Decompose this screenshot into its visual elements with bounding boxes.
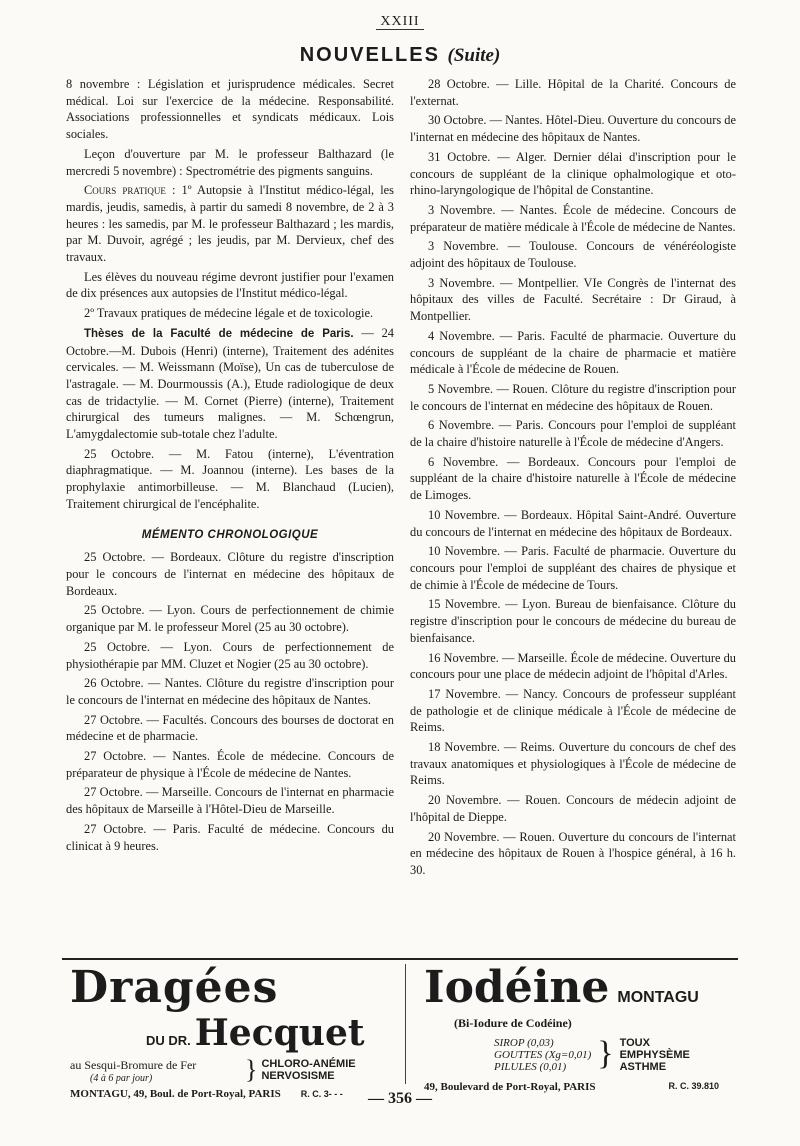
- ad-address: MONTAGU, 49, Boul. de Port-Royal, PARIS R. C. 3- - -: [70, 1088, 343, 1100]
- paragraph: Les élèves du nouveau régime devront justifier pour l'examen de dix présences aux autopsies de l'Institut médico-légal.: [66, 269, 394, 301]
- ad-brand-iodeine: Iodéine: [424, 962, 610, 1013]
- top-page-number: XXIII: [0, 14, 800, 30]
- ad-divider: [62, 958, 738, 960]
- ad-indication: CHLORO-ANÉMIE: [261, 1058, 356, 1070]
- ad-separator: [405, 964, 406, 1084]
- memento-item: 25 Octobre. — Lyon. Cours de perfectionnement de chimie organique par M. le professeur Morel (25 au 30 octobre).: [66, 603, 394, 635]
- memento-item: 4 Novembre. — Paris. Faculté de pharmacie. Ouverture du concours de suppléant de la chaire de pharmacie et matière médicale à l'École de médecine de Rouen.: [410, 328, 736, 377]
- cours-pratique-label: Cours pratique: [84, 183, 166, 198]
- memento-item: 6 Novembre. — Bordeaux. Concours pour l'emploi de suppléant de la chaire d'histoire naturelle à l'École de médecine de Limoges.: [410, 454, 736, 503]
- ad-name-line: [70, 1012, 390, 1054]
- ad-subtitle: (Bi-Iodure de Codéine): [454, 1016, 572, 1030]
- memento-item: 16 Novembre. — Marseille. École de médecine. Ouverture du concours pour une place de médecin adjoint de l'hôpital d'Arles.: [410, 650, 736, 682]
- ad-form: PILULES (0,01): [494, 1061, 567, 1073]
- paragraph: 25 Octobre. — M. Fatou (interne), L'éventration diaphragmatique. — M. Joannou (interne). Les bases de la prophylaxie antimorbilleuse. — M. Blanchaud (Lucien), Traitement chirurgical de l'encéphalite.: [66, 446, 394, 511]
- ad-indication: NERVOSISME: [261, 1070, 335, 1082]
- ad-brand-hecquet: Hecquet: [194, 1012, 365, 1054]
- memento-item: 27 Octobre. — Marseille. Concours de l'internat en pharmacie des hôpitaux de Marseille à l'Hôtel-Dieu de Marseille.: [66, 785, 394, 817]
- memento-item: 10 Novembre. — Paris. Faculté de pharmacie. Ouverture du concours pour l'emploi de suppléant des chaires de physique et de chimie à l'École de médecine de Tours.: [410, 544, 736, 592]
- memento-item: 26 Octobre. — Nantes. Clôture du registre d'inscription pour le concours de l'internat en médecine des hôpitaux de Nantes.: [66, 676, 394, 707]
- ad-rc: R. C. 3- - -: [300, 1089, 343, 1099]
- ad-indication: EMPHYSÈME: [619, 1049, 690, 1061]
- memento-item: 28 Octobre. — Lille. Hôpital de la Charité. Concours de l'externat.: [410, 77, 736, 108]
- ad-dose: (4 à 6 par jour): [90, 1073, 153, 1084]
- memento-item: 27 Octobre. — Paris. Faculté de médecine. Concours du clinicat à 9 heures.: [66, 821, 394, 853]
- theses-paragraph: Thèses de la Faculté de médecine de Paris. — 24 Octobre.—M. Dubois (Henri) (interne), Traitement des adénites cervicales. — M. Weissmann (Moïse), Un cas de tuberculose de l'astragale. — M. Dourmoussis (A.), Etude radiologique de deux cas de tridactylie. — M. Cornet (Pierre) (interne), Traitement chirurgical des tumeurs malignes. — M. Schœngrun, L'amygdalectomie sub-totale chez l'adulte.: [66, 325, 394, 442]
- paragraph: Leçon d'ouverture par M. le professeur Balthazard (le mercredi 5 novembre) : Spectrométrie des pigments sanguins.: [66, 146, 394, 178]
- ad-maker: MONTAGU: [617, 989, 699, 1006]
- ad-sesqui-text: au Sesqui-Bromure de Fer: [70, 1058, 197, 1072]
- page-title: [0, 44, 800, 67]
- ad-forms: SIROP (0,03) GOUTTES (Xg=0,01) PILULES (0,01) } TOUX EMPHYSÈME ASTHME: [494, 1035, 690, 1073]
- memento-item: 27 Octobre. — Facultés. Concours des bourses de doctorat en médecine et de pharmacie.: [66, 712, 394, 744]
- memento-item: 17 Novembre. — Nancy. Concours de professeur suppléant de pathologie et de clinique médicale à l'École de médecine de Reims.: [410, 686, 736, 735]
- memento-heading: MÉMENTO CHRONOLOGIQUE: [141, 528, 319, 541]
- ad-dragees-hecquet: [70, 964, 390, 1100]
- theses-title: Thèses de la Faculté de médecine de Paris.: [84, 327, 354, 340]
- ad-form: SIROP (0,03): [494, 1037, 554, 1049]
- memento-item: 6 Novembre. — Paris. Concours pour l'emploi de suppléant de la chaire d'histoire naturelle à l'École de médecine d'Angers.: [410, 418, 736, 450]
- title-nouvelles: NOUVELLES: [299, 44, 440, 66]
- ad-rc: R. C. 39.810: [668, 1081, 719, 1091]
- memento-item: 10 Novembre. — Bordeaux. Hôpital Saint-André. Ouverture du concours de l'internat en médecine des hôpitaux de Bordeaux.: [410, 507, 736, 539]
- memento-item: 30 Octobre. — Nantes. Hôtel-Dieu. Ouverture du concours de l'internat en médecine des hôpitaux de Nantes.: [410, 113, 736, 145]
- ad-brand-dragees: Dragées: [70, 962, 279, 1013]
- memento-item: 25 Octobre. — Bordeaux. Clôture du registre d'inscription pour le concours de l'internat en médecine des hôpitaux de Bordeaux.: [66, 550, 394, 598]
- paragraph: 8 novembre : Législation et jurisprudence médicales. Secret médical. Loi sur l'exercice de la médecine. Responsabilité. Associations professionnelles et syndicats médicaux. Lois sociales.: [66, 77, 394, 142]
- paragraph: 2º Travaux pratiques de médecine légale et de toxicologie.: [84, 306, 374, 321]
- page-number: — 356 —: [368, 1090, 432, 1107]
- ad-indication: ASTHME: [619, 1061, 667, 1073]
- title-suite: (Suite): [447, 45, 501, 66]
- ad-indication: TOUX: [619, 1037, 650, 1049]
- left-column: [66, 76, 394, 857]
- memento-item: 15 Novembre. — Lyon. Bureau de bienfaisance. Clôture du registre d'inscription pour le concours de médecine du bureau de bienfaisance.: [410, 597, 736, 645]
- ad-form: GOUTTES (Xg=0,01): [494, 1049, 592, 1061]
- ad-iodeine: [424, 964, 744, 1093]
- memento-item: 25 Octobre. — Lyon. Cours de perfectionnement de physiothérapie par MM. Cluzet et Nogier (25 au 30 octobre).: [66, 639, 394, 671]
- ad-composition: au Sesqui-Bromure de Fer (4 à 6 par jour) } CHLORO-ANÉMIE NERVOSISME: [70, 1055, 356, 1084]
- memento-item: 27 Octobre. — Nantes. École de médecine. Concours de préparateur de physique à l'École de médecine de Nantes.: [66, 749, 394, 780]
- memento-item: 5 Novembre. — Rouen. Clôture du registre d'inscription pour le concours de l'internat en médecine des hôpitaux de Rouen.: [410, 381, 736, 413]
- memento-item: 31 Octobre. — Alger. Dernier délai d'inscription pour le concours de suppléant de la clinique ophalmologique et oto-rhino-laryngologique de l'hôpital de Constantine.: [410, 149, 736, 198]
- memento-item: 20 Novembre. — Rouen. Concours de médecin adjoint de l'hôpital de Dieppe.: [410, 793, 736, 824]
- memento-item: 3 Novembre. — Montpellier. VIe Congrès de l'internat des hôpitaux des villes de Faculté. Secrétaire : Dr Giraud, à Montpellier.: [410, 275, 736, 324]
- memento-item: 3 Novembre. — Toulouse. Concours de vénéréologiste adjoint des hôpitaux de Toulouse.: [410, 239, 736, 271]
- paragraph: Cours pratique : 1º Autopsie à l'Institut médico-légal, les mardis, jeudis, samedis, à partir du samedi 8 novembre, de 2 à 3 heures : les samedis, par M. le professeur Balthazard ; les mardis, par M. Duvoir, agrégé ; les jeudis, par M. Dervieux, chef des travaux.: [66, 183, 394, 265]
- right-column: [410, 76, 736, 882]
- memento-item: 18 Novembre. — Reims. Ouverture du concours de chef des travaux anatomiques et physiologiques à l'École de médecine de Reims.: [410, 740, 736, 788]
- memento-item: 3 Novembre. — Nantes. École de médecine. Concours de préparateur de matière médicale à l'École de médecine de Nantes.: [410, 202, 736, 234]
- ad-address: 49, Boulevard de Port-Royal, PARIS R. C. 39.810: [424, 1081, 719, 1093]
- memento-item: 20 Novembre. — Rouen. Ouverture du concours de l'internat en médecine des hôpitaux de Rouen à l'hospice général, à 16 h. 30.: [410, 829, 736, 877]
- ad-du-dr: DU DR.: [146, 1033, 191, 1048]
